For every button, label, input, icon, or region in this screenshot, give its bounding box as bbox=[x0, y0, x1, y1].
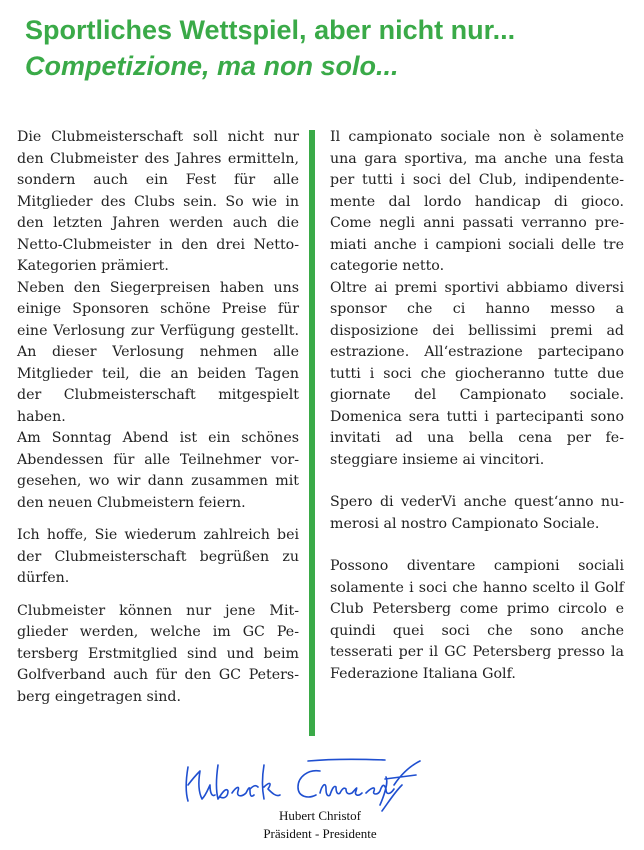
paragraph-de-4: Ich hoffe, Sie wiederum zahlreich bei der Clubmeisterschaft begrüßen zu dürfen. bbox=[17, 527, 299, 586]
title-german: Sportliches Wettspiel, aber nicht nur... bbox=[25, 15, 516, 45]
signature-image bbox=[180, 755, 430, 815]
paragraph-de-2: Neben den Siegerpreisen haben uns einige Sponsoren schöne Preise für eine Verlosung zur Verfügung gestellt. An dieser Verlosung nehmen alle Mitglieder teil, die an beiden Tagen der Clubmeisterschaft mitgespielt haben. bbox=[17, 279, 299, 425]
paragraph-it-1: Il campionato sociale non è solamente una gara sportiva, ma anche una festa per tutti i soci del Club, indipendentemente dal lordo handicap di gioco. Come negli anni passati verranno premiati anche i campioni sociali delle tre categorie netto. bbox=[330, 129, 624, 274]
italian-column bbox=[330, 127, 624, 685]
title-italian: Competizione, ma non solo... bbox=[25, 51, 399, 81]
column-divider bbox=[309, 130, 315, 736]
german-column bbox=[17, 127, 299, 708]
paragraph-it-2: Oltre ai premi sportivi abbiamo diversi sponsor che ci hanno messo a disposizione dei bellissimi premi ad estrazione. All‘estrazione partecipano tutti i soci che giocheranno tutte due giornate del Campionato sociale. Domenica sera tutti i partecipanti sono invitati ad una bella cena per festeggiare insieme ai vincitori. bbox=[330, 279, 624, 468]
paragraph-it-4: Possono diventare campioni sociali solamente i soci che hanno scelto il Golf Club Petersberg come primo circolo e quindi quei soci che sono anche tesserati per il GC Petersberg presso la Federazione Italiana Golf. bbox=[330, 558, 624, 682]
paragraph-it-3: Spero di vederVi anche quest‘anno numerosi al nostro Campionato Sociale. bbox=[330, 494, 624, 532]
paragraph-de-1: Die Clubmeisterschaft soll nicht nur den Clubmeister des Jahres ermitteln, sondern auch ein Fest für alle Mitglieder des Clubs sein. So wie in den letzten Jahren werden auch die Netto-Clubmeister in den drei Netto-Kategorien prämiert. bbox=[17, 129, 299, 274]
paragraph-de-3: Am Sonntag Abend ist ein schönes Abendessen für alle Teilnehmer vorgesehen, wo wir dann zusammen mit den neuen Clubmeistern feiern. bbox=[17, 430, 299, 511]
signer-role: Präsident - Presidente bbox=[263, 826, 377, 841]
signer-name: Hubert Christof bbox=[279, 808, 361, 823]
paragraph-de-5: Clubmeister können nur jene Mitglieder werden, welche im GC Petersberg Erstmitglied sind und beim Golfverband auch für den GC Petersberg eingetragen sind. bbox=[17, 602, 299, 705]
